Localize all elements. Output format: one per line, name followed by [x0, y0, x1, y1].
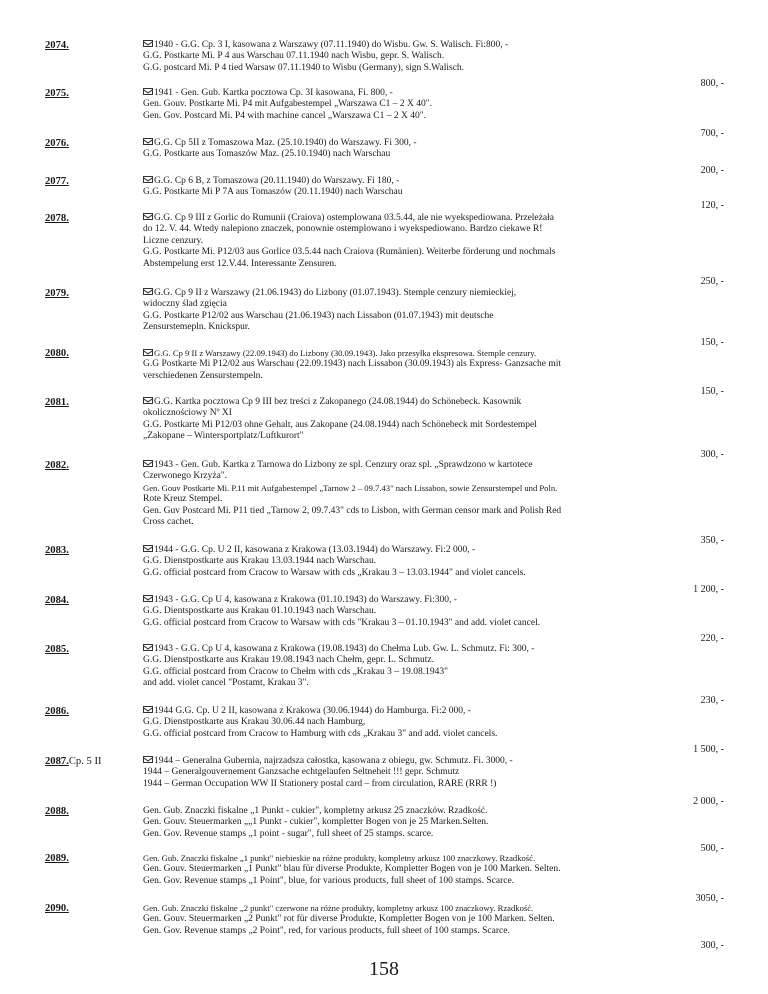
description-text: do 12. V. 44. Wtedy nalepiono znaczek, ponownie ostemplowano i wyekspediowano. Bardzo ciekawe R!	[143, 224, 543, 235]
lot-description	[143, 213, 688, 270]
description-line	[143, 111, 688, 122]
description-line	[143, 655, 688, 666]
description-line	[143, 853, 688, 864]
lot-number	[45, 853, 69, 865]
lot-price: 220, -	[700, 633, 724, 644]
description-line	[143, 644, 688, 655]
envelope-icon	[143, 644, 153, 651]
lot-number	[45, 806, 69, 818]
description-line	[143, 606, 688, 617]
description-text: G.G. Postkarte Mi. P12/03 aus Gorlice 03.5.44 nach Craiova (Rumänien). Weiterbe förderung und nochmals	[143, 247, 556, 258]
lot-number-label: 2075.	[45, 88, 69, 99]
description-text: G.G. official postcard from Cracow to Warsaw with cds "Krakau 3 – 01.10.1943" and add. violet cancel.	[143, 617, 541, 628]
description-line	[143, 595, 688, 606]
description-line	[143, 779, 688, 790]
description-text: 1943 - G.G. Cp U 4, kasowana z Krakowa (01.10.1943) do Warszawy. Fi:300, -	[154, 595, 457, 605]
description-line	[143, 51, 688, 62]
envelope-icon	[143, 460, 153, 467]
envelope-icon	[143, 88, 153, 95]
description-line	[143, 63, 688, 74]
description-text: G.G. Cp 9 II z Warszawy (22.09.1943) do Lizbony (30.09.1943). Jako przesyłka ekspresowa. Stemple cenzury.	[154, 348, 537, 358]
description-text: Gen. Gov. Revenue stamps „1 Point", blue, for various products, full sheet of 100 stamps. Scarce.	[143, 875, 515, 886]
description-line	[143, 806, 688, 817]
description-line	[143, 299, 688, 310]
description-line	[143, 829, 688, 840]
lot-description	[143, 460, 688, 528]
lot-price: 230, -	[700, 695, 724, 706]
description-text: Gen. Gov. Postcard Mi. P4 with machine cancel „Warszawa C1 – 2 X 40".	[143, 110, 426, 121]
description-text: „Zakopane – Wintersportplatz/Luftkurort"	[143, 431, 304, 442]
description-text: 1944 – Generalna Gubernia, najrzadsza całostka, kasowana z obiegu, gw. Schmutz. Fi. 3000, -	[154, 756, 513, 766]
lot-number-label: 2084.	[45, 595, 69, 606]
description-line	[143, 138, 688, 149]
description-line	[143, 914, 688, 925]
lot-price: 1 200, -	[693, 584, 724, 595]
description-line	[143, 247, 688, 258]
description-line	[143, 311, 688, 322]
description-text: G.G. Kartka pocztowa Cp 9 III bez treści z Zakopanego (24.08.1944) do Schönebeck. Kasownik	[154, 397, 522, 407]
description-line	[143, 545, 688, 556]
description-line	[143, 506, 688, 517]
description-line	[143, 667, 688, 678]
envelope-icon	[143, 138, 153, 145]
lot-number-label: 2082.	[45, 460, 69, 471]
description-line	[143, 494, 688, 505]
lot-description	[143, 288, 688, 334]
description-line	[143, 460, 688, 471]
description-text: G.G. Cp 9 II z Warszawy (21.06.1943) do Lizbony (01.07.1943). Stemple cenzury niemieckiej,	[154, 288, 517, 298]
description-text: Gen. Gov. Revenue stamps „2 Point", red, for various products, full sheet of 100 stamps. Scarce.	[143, 925, 510, 936]
lot-number-label: 2077.	[45, 176, 69, 187]
envelope-icon	[143, 176, 153, 183]
description-line	[143, 556, 688, 567]
lot-number-label: 2078.	[45, 213, 69, 224]
description-line	[143, 903, 688, 914]
description-text: Gen. Gov. Revenue stamps „1 point - sugar", full sheet of 25 stamps. scarce.	[143, 828, 434, 839]
lot-description	[143, 706, 688, 740]
lot-price: 3050, -	[695, 893, 724, 904]
description-text: G.G. Dienstpostkarte aus Krakau 30.06.44 nach Hamburg,	[143, 717, 366, 728]
description-line	[143, 706, 688, 717]
lot-number	[45, 706, 69, 718]
lot-number-label: 2088.	[45, 806, 69, 817]
description-text: 1940 - G.G. Cp. 3 I, kasowana z Warszawy (07.11.1940) do Wisbu. Gw. S. Walisch. Fi:800, -	[154, 40, 509, 50]
description-line	[143, 259, 688, 270]
lot-price: 300, -	[700, 449, 724, 460]
lot-description	[143, 853, 688, 887]
description-line	[143, 371, 688, 382]
envelope-icon	[143, 397, 153, 404]
lot-number	[45, 40, 69, 52]
lot-number-label: 2081.	[45, 397, 69, 408]
lot-number-label: 2080.	[45, 348, 69, 359]
description-text: G.G. Dienstpostkarte aus Krakau 13.03.1944 nach Warschau.	[143, 556, 377, 567]
description-text: Czerwonego Krzyża".	[143, 471, 228, 482]
lot-number-label: 2089.	[45, 853, 69, 864]
lot-description	[143, 40, 688, 74]
lot-description	[143, 644, 688, 690]
description-line	[143, 348, 688, 359]
lot-description	[143, 397, 688, 443]
description-text: Gen. Gouv. Steuermarken „1 Punkt" blau für diverse Produkte, Kompletter Bogen von je 100 Marken. Selten.	[143, 864, 561, 875]
description-text: Gen. Gouv Postkarte Mi. P.11 mit Aufgabestempel „Tarnow 2 – 09.7.43" nach Lissabon, sowie Zensurstempel und Poln.	[143, 482, 558, 493]
lot-description	[143, 348, 688, 382]
envelope-icon	[143, 595, 153, 602]
description-line	[143, 767, 688, 778]
description-line	[143, 408, 688, 419]
description-line	[143, 678, 688, 689]
description-text: G.G. official postcard from Cracow to Hamburg with cds „Krakau 3" and add. violet cancels.	[143, 728, 498, 739]
envelope-icon	[143, 349, 153, 356]
description-text: and add. violet cancel "Postamt, Krakau 3".	[143, 678, 309, 689]
lot-price: 120, -	[700, 200, 724, 211]
description-text: Gen. Gouv. Postkarte Mi. P4 mit Aufgabestempel „Warszawa C1 – 2 X 40".	[143, 99, 433, 110]
description-text: G.G. Postkarte Mi. P 4 aus Warschau 07.11.1940 nach Wisbu, gepr. S. Walisch.	[143, 51, 445, 62]
lot-number	[45, 288, 69, 300]
lot-number	[45, 903, 69, 915]
lot-price: 200, -	[700, 165, 724, 176]
lot-description	[143, 756, 688, 790]
lot-description	[143, 545, 688, 579]
lot-number	[45, 213, 69, 225]
envelope-icon	[143, 40, 153, 47]
description-line	[143, 729, 688, 740]
lot-description	[143, 806, 688, 840]
lot-description	[143, 903, 688, 937]
description-text: Gen. Gouv. Steuermarken „„1 Punkt - cukier", kompletter Bogen von je 25 Marken.Selten.	[143, 817, 489, 828]
description-text: G.G. Cp 6 B, z Tomaszowa (20.11.1940) do Warszawy. Fi 180, -	[154, 176, 400, 186]
description-text: Gen. Gub. Znaczki fiskalne „2 punkt" czerwone na różne produkty, kompletny arkusz 100 znaczkowy. Rzadkość.	[143, 903, 534, 913]
description-line	[143, 236, 688, 247]
lot-price: 700, -	[700, 128, 724, 139]
description-line	[143, 926, 688, 937]
description-line	[143, 288, 688, 299]
description-line	[143, 756, 688, 767]
lot-number	[45, 756, 102, 768]
description-line	[143, 187, 688, 198]
description-text: 1943 - G.G. Cp U 4, kasowana z Krakowa (19.08.1943) do Chełma Lub. Gw. L. Schmutz. Fi: 300, -	[154, 644, 535, 654]
description-text: Zensurstemepln. Knickspur.	[143, 322, 250, 333]
description-text: Cross cachet.	[143, 517, 194, 528]
lot-price: 500, -	[700, 843, 724, 854]
description-line	[143, 517, 688, 528]
lot-number	[45, 545, 69, 557]
description-line	[143, 817, 688, 828]
description-line	[143, 397, 688, 408]
description-line	[143, 471, 688, 482]
lot-number	[45, 595, 69, 607]
lot-price: 150, -	[700, 386, 724, 397]
description-line	[143, 359, 688, 370]
description-text: Gen. Guv Postcard Mi. P11 tied „Tarnow 2, 09.7.43" cds to Lisbon, with German censor mark and Polish Red	[143, 505, 562, 516]
description-text: G.G. Postkarte Mi P12/03 ohne Gehalt, aus Zakopane (24.08.1944) nach Schönebeck mit Sordestempel	[143, 419, 537, 430]
lot-number	[45, 644, 69, 656]
lot-price: 1 500, -	[693, 744, 724, 755]
description-line	[143, 99, 688, 110]
description-line	[143, 431, 688, 442]
description-text: 1944 - G.G. Cp. U 2 II, kasowana z Krakowa (13.03.1944) do Warszawy. Fi:2 000, -	[154, 545, 476, 555]
description-text: 1944 – Generalgouvernement Ganzsache echtgelaufen Seltneheit !!! gepr. Schmutz	[143, 767, 460, 778]
lot-number	[45, 176, 69, 188]
description-text: 1944 G.G. Cp. U 2 II, kasowana z Krakowa (30.06.1944) do Hamburga. Fi:2 000, -	[154, 706, 471, 716]
description-text: Abstempelung erst 12.V.44. Interessante Zensuren.	[143, 258, 337, 269]
envelope-icon	[143, 706, 153, 713]
description-text: G.G. Postkarte P12/02 aus Warschau (21.06.1943) nach Lissabon (01.07.1943) mit deutsche	[143, 310, 494, 321]
description-text: verschiedenen Zensurstempeln.	[143, 370, 263, 381]
lot-price: 2 000, -	[693, 796, 724, 807]
description-text: G.G. Cp 5II z Tomaszowa Maz. (25.10.1940) do Warszawy. Fi 300, -	[154, 138, 417, 148]
lot-description	[143, 176, 688, 199]
lot-price: 800, -	[700, 78, 724, 89]
description-text: Gen. Gouv. Steuermarken „2 Punkt" rot für diverse Produkte, Kompletter Bogen von je 100 Marken. Selten.	[143, 914, 555, 925]
lot-price: 300, -	[700, 940, 724, 951]
lot-number	[45, 348, 69, 360]
lot-description	[143, 595, 688, 629]
envelope-icon	[143, 288, 153, 295]
lot-number	[45, 460, 69, 472]
lot-number-suffix: Cp. 5 II	[68, 756, 102, 767]
lot-number	[45, 397, 69, 409]
lot-number-label: 2090.	[45, 903, 69, 914]
description-text: 1943 - Gen. Gub. Kartka z Tarnowa do Lizbony ze spl. Cenzury oraz spl. „Sprawdzono w kartotece	[154, 460, 533, 470]
description-text: widoczny ślad zgięcia	[143, 299, 227, 310]
lot-number-label: 2083.	[45, 545, 69, 556]
lot-price: 150, -	[700, 337, 724, 348]
description-line	[143, 717, 688, 728]
description-text: G.G. postcard Mi. P 4 tied Warsaw 07.11.1940 to Wisbu (Germany), sign S.Walisch.	[143, 62, 465, 73]
lot-description	[143, 138, 688, 161]
description-text: okolicznościowy Nº XI	[143, 408, 232, 419]
lot-number-label: 2076.	[45, 138, 69, 149]
description-line	[143, 568, 688, 579]
description-text: G.G. Dienstpostkarte aus Krakau 19.08.1943 nach Chełm, gepr. L. Schmutz.	[143, 655, 435, 666]
lot-number-label: 2085.	[45, 644, 69, 655]
description-line	[143, 420, 688, 431]
lot-price: 350, -	[700, 535, 724, 546]
description-line	[143, 224, 688, 235]
description-text: 1944 – German Occupation WW II Stationery postal card – from circulation, RARE (RRR !)	[143, 778, 497, 789]
lot-price: 250, -	[700, 276, 724, 287]
description-text: G.G. Postkarte aus Tomaszów Maz. (25.10.1940) nach Warschau	[143, 149, 391, 160]
description-text: G.G. Cp 9 III z Gorlic do Rumunii (Craiova) ostemplowana 03.5.44, ale nie wyekspediowana. Przeleżała	[154, 213, 554, 223]
lot-number-label: 2087.	[45, 756, 69, 767]
description-line	[143, 176, 688, 187]
description-text: Rote Kreuz Stempel.	[143, 494, 223, 505]
description-text: G.G. official postcard from Cracow to Warsaw with cds „Krakau 3 – 13.03.1944" and violet cancels.	[143, 567, 526, 578]
description-line	[143, 864, 688, 875]
page-number: 158	[369, 958, 399, 980]
description-text: Liczne cenzury.	[143, 235, 204, 246]
lot-number-label: 2079.	[45, 288, 69, 299]
description-line	[143, 483, 688, 494]
description-line	[143, 149, 688, 160]
description-line	[143, 40, 688, 51]
description-text: G.G. Dientspostkarte aus Krakau 01.10.1943 nach Warschau.	[143, 606, 377, 617]
envelope-icon	[143, 756, 153, 763]
lot-number-label: 2086.	[45, 706, 69, 717]
lot-number	[45, 138, 69, 150]
envelope-icon	[143, 213, 153, 220]
envelope-icon	[143, 545, 153, 552]
description-line	[143, 322, 688, 333]
lot-number-label: 2074.	[45, 40, 69, 51]
description-line	[143, 876, 688, 887]
description-text: Gen. Gub. Znaczki fiskalne „1 Punkt - cukier", kompletny arkusz 25 znaczków. Rzadkość.	[143, 806, 488, 816]
description-text: G.G. official postcard from Cracow to Chełm with cds „Krakau 3 – 19.08.1943"	[143, 666, 448, 677]
description-line	[143, 618, 688, 629]
description-text: Gen. Gub. Znaczki fiskalne „1 punkt" niebieskie na różne produkty, kompletny arkusz 100 znaczkowy. Rzadkość.	[143, 853, 536, 863]
description-line	[143, 213, 688, 224]
description-line	[143, 88, 688, 99]
lot-number	[45, 88, 69, 100]
description-text: G.G. Postkarte Mi P 7A aus Tomaszów (20.11.1940) nach Warschau	[143, 187, 403, 198]
description-text: 1941 - Gen. Gub. Kartka pocztowa Cp. 3I kasowana, Fi. 800, -	[154, 88, 393, 98]
lot-description	[143, 88, 688, 122]
description-text: G.G Postkarte Mi P12/02 aus Warschau (22.09.1943) nach Lissabon (30.09.1943) als Express- Ganzsache mit	[143, 359, 562, 370]
